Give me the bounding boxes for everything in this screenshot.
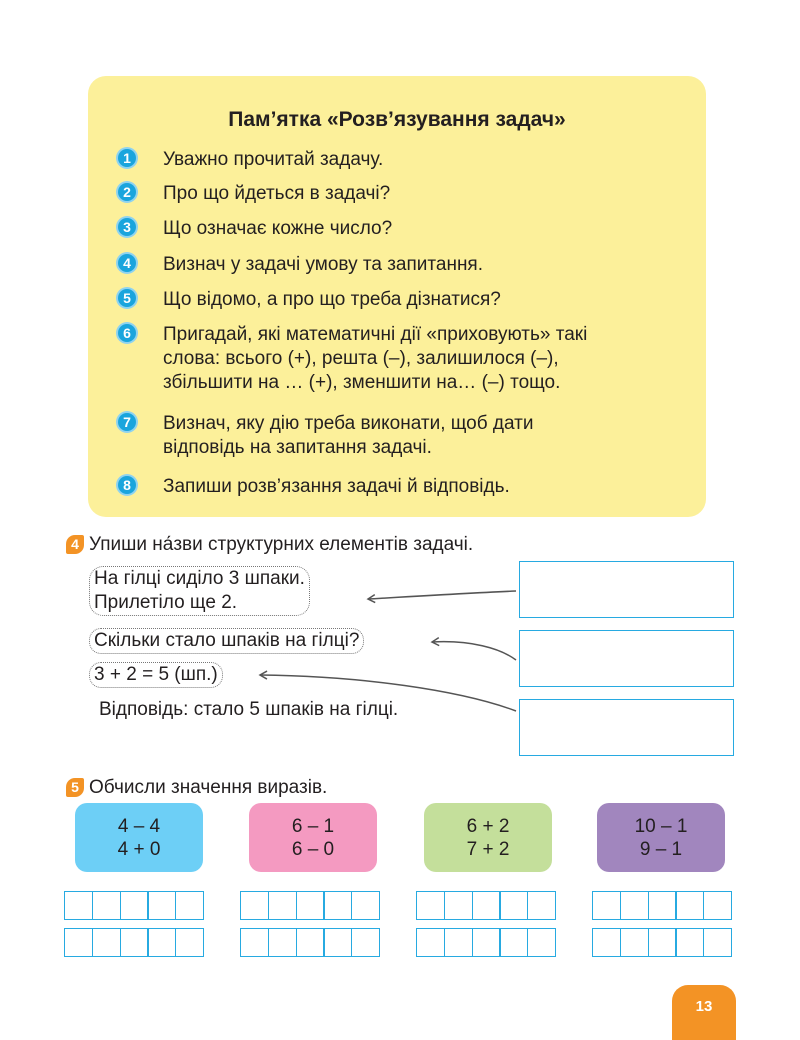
answer-grid[interactable]: [240, 928, 380, 957]
expression: 4 – 4: [117, 815, 161, 837]
arrow-to-question: [432, 642, 516, 660]
task-number-badge: 4: [66, 535, 84, 554]
expression-card: [597, 803, 725, 872]
task-title: Обчисли значення виразів.: [89, 777, 328, 798]
answer-grid[interactable]: [64, 928, 204, 957]
arrow-to-solution: [260, 675, 516, 711]
expression-card: [249, 803, 377, 872]
number-badge: 5: [118, 289, 136, 307]
answer-grid[interactable]: [64, 891, 204, 920]
memo-item-text: Про що йдеться в задачі?: [163, 183, 391, 204]
number-badge: 3: [118, 218, 136, 236]
memo-title: Пам’ятка «Розв’язування задач»: [228, 108, 566, 131]
number-badge: 7: [118, 413, 136, 431]
expression: 6 – 0: [291, 838, 335, 860]
answer-text: Відповідь: стало 5 шпаків на гілці.: [99, 699, 399, 720]
memo-item-text: Уважно прочитай задачу.: [163, 149, 384, 170]
expression-card: [424, 803, 552, 872]
answer-grid[interactable]: [240, 891, 380, 920]
number-badge: 6: [118, 324, 136, 342]
memo-item-text: Пригадай, які математичні дії «приховують» такі слова: всього (+), решта (–), залишилося (–), збільшити на … (+), зменшити на… (–) тощо.: [163, 324, 588, 393]
task-title: Упиши на́зви структурних елементів задачі.: [89, 534, 474, 555]
number-badge: 2: [118, 183, 136, 201]
answer-grid[interactable]: [416, 928, 556, 957]
memo-item-text: Що відомо, а про що треба дізнатися?: [163, 289, 501, 310]
expression: 6 – 1: [291, 815, 335, 837]
answer-grid[interactable]: [592, 928, 732, 957]
memo-item-text: Що означає кожне число?: [163, 218, 393, 239]
answer-grid[interactable]: [592, 891, 732, 920]
expression: 6 + 2: [466, 815, 510, 837]
number-badge: 8: [118, 476, 136, 494]
solution-block: 3 + 2 = 5 (шп.): [89, 662, 223, 688]
expression: 10 – 1: [634, 815, 688, 837]
number-badge: 1: [118, 149, 136, 167]
memo-item-text: Запиши розв’язання задачі й відповідь.: [163, 476, 510, 497]
expression: 9 – 1: [639, 838, 683, 860]
expression-card: [75, 803, 203, 872]
memo-item-text: Визнач, яку дію треба виконати, щоб дати відповідь на запитання задачі.: [163, 413, 534, 458]
arrow-to-condition: [368, 591, 516, 599]
task-number-badge: 5: [66, 778, 84, 797]
condition-block: На гілці сиділо 3 шпаки. Прилетіло ще 2.: [89, 566, 310, 616]
page-number: 13: [672, 985, 736, 1040]
expression: 4 + 0: [117, 838, 161, 860]
number-badge: 4: [118, 254, 136, 272]
question-block: Скільки стало шпаків на гілці?: [89, 628, 364, 654]
answer-grid[interactable]: [416, 891, 556, 920]
expression: 7 + 2: [466, 838, 510, 860]
memo-item-text: Визнач у задачі умову та запитання.: [163, 254, 484, 275]
